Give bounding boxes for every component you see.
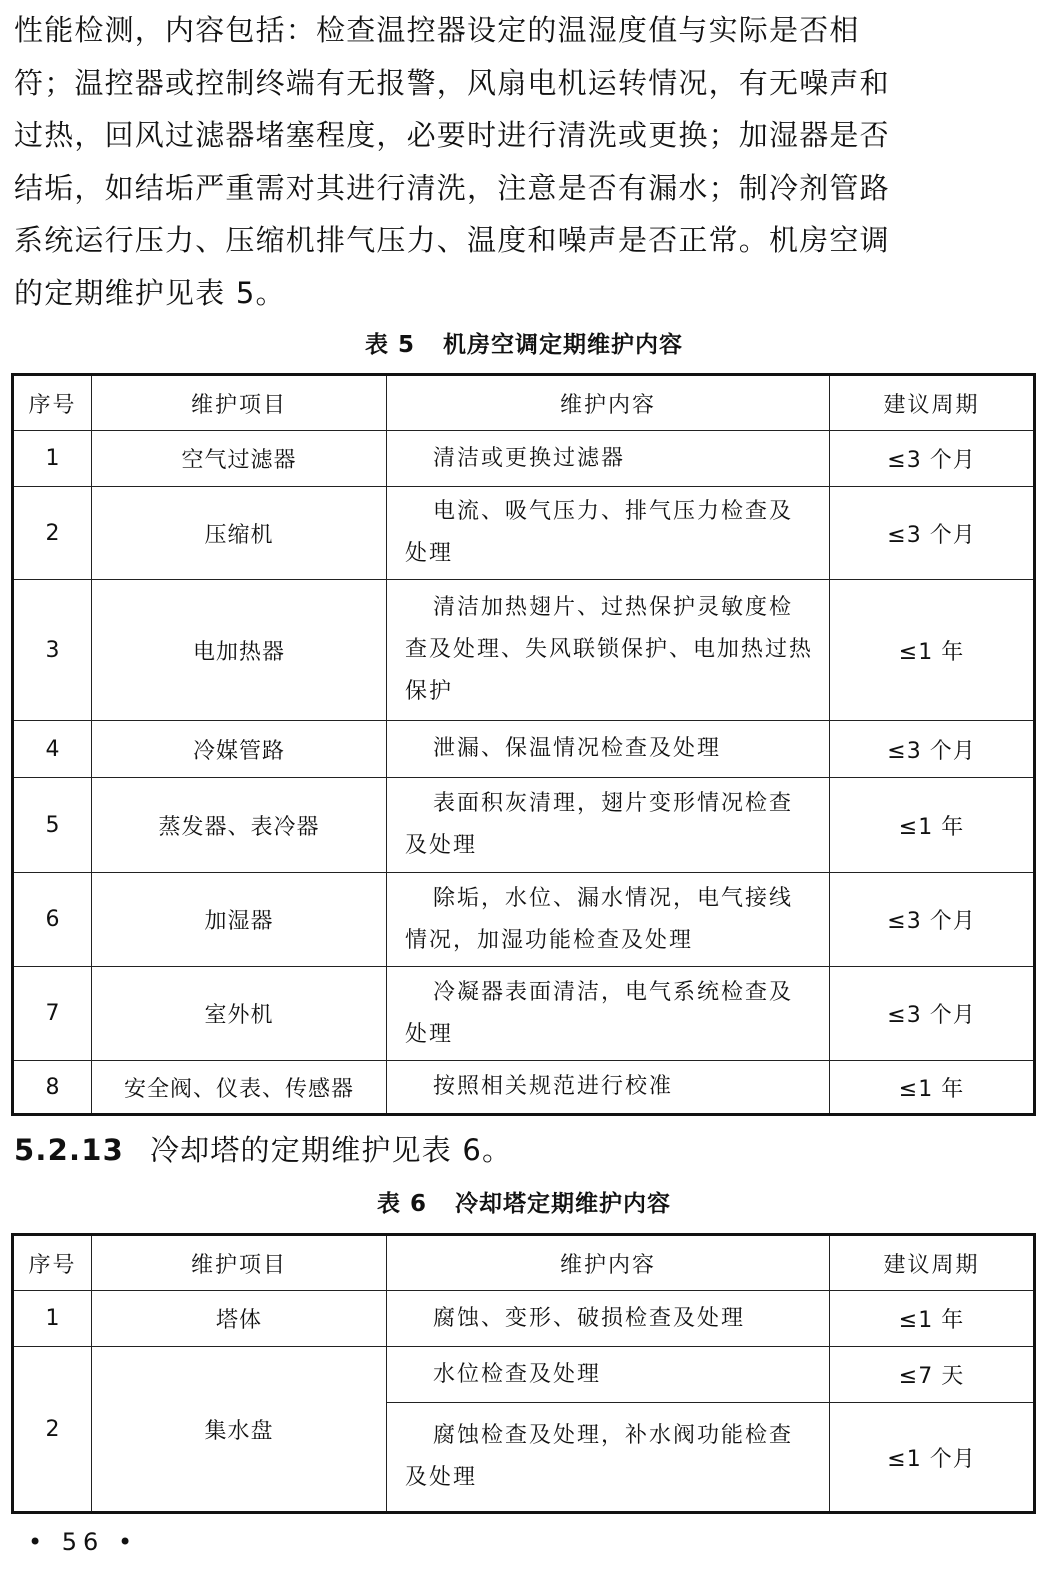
cell-no: 8 (13, 1061, 92, 1115)
cell-period: ≤3 个月 (830, 487, 1035, 580)
cell-item: 压缩机 (92, 487, 387, 580)
cell-content: 电流、吸气压力、排气压力检查及处理 (387, 487, 830, 580)
cell-period: ≤3 个月 (830, 873, 1035, 967)
table-row (13, 1061, 1035, 1115)
cell-item: 冷媒管路 (92, 721, 387, 778)
cell-no: 2 (13, 1347, 92, 1513)
cell-item: 室外机 (92, 967, 387, 1061)
table5-caption-number: 表 5 (364, 332, 415, 358)
section-text: 冷却塔的定期维护见表 6。 (149, 1133, 513, 1167)
intro-paragraph (14, 4, 1034, 319)
header-item: 维护项目 (92, 1235, 387, 1291)
cell-no: 5 (13, 778, 92, 873)
cell-item: 蒸发器、表冷器 (92, 778, 387, 873)
table-row (13, 873, 1035, 967)
table-row (13, 721, 1035, 778)
table-row (13, 580, 1035, 721)
table6-caption-title: 冷却塔定期维护内容 (455, 1191, 671, 1217)
table6 (11, 1233, 1036, 1514)
cell-content: 腐蚀、变形、破损检查及处理 (387, 1291, 830, 1347)
cell-period: ≤7 天 (830, 1347, 1035, 1403)
paragraph-line: 的定期维护见表 5。 (14, 275, 286, 310)
paragraph-line: 结垢，如结垢严重需对其进行清洗，注意是否有漏水；制冷剂管路 (14, 170, 890, 205)
cell-item: 塔体 (92, 1291, 387, 1347)
cell-no: 1 (13, 1291, 92, 1347)
cell-no: 3 (13, 580, 92, 721)
table-row (13, 778, 1035, 873)
header-no: 序号 (13, 1235, 92, 1291)
table-row (13, 967, 1035, 1061)
cell-no: 7 (13, 967, 92, 1061)
table-row (13, 431, 1035, 487)
cell-period: ≤3 个月 (830, 431, 1035, 487)
cell-content: 清洁加热翅片、过热保护灵敏度检查及处理、失风联锁保护、电加热过热保护 (387, 580, 830, 721)
header-content: 维护内容 (387, 375, 830, 431)
cell-period: ≤1 年 (830, 1291, 1035, 1347)
table-row (13, 1291, 1035, 1347)
section-heading (14, 1128, 512, 1169)
header-no: 序号 (13, 375, 92, 431)
cell-content: 腐蚀检查及处理，补水阀功能检查及处理 (387, 1403, 830, 1513)
cell-item: 空气过滤器 (92, 431, 387, 487)
table6-caption-number: 表 6 (376, 1191, 427, 1217)
cell-no: 6 (13, 873, 92, 967)
table-row (13, 1347, 1035, 1403)
cell-content: 冷凝器表面清洁，电气系统检查及处理 (387, 967, 830, 1061)
table6-caption (0, 1185, 1048, 1218)
cell-content: 泄漏、保温情况检查及处理 (387, 721, 830, 778)
cell-no: 1 (13, 431, 92, 487)
cell-content: 水位检查及处理 (387, 1347, 830, 1403)
cell-item: 电加热器 (92, 580, 387, 721)
cell-period: ≤3 个月 (830, 721, 1035, 778)
table-row (13, 487, 1035, 580)
cell-content: 按照相关规范进行校准 (387, 1061, 830, 1115)
cell-no: 2 (13, 487, 92, 580)
cell-period: ≤1 年 (830, 580, 1035, 721)
table5-header-row (13, 375, 1035, 431)
page-number: • 56 • (28, 1528, 139, 1556)
header-period: 建议周期 (830, 375, 1035, 431)
header-item: 维护项目 (92, 375, 387, 431)
paragraph-line: 性能检测，内容包括：检查温控器设定的温湿度值与实际是否相 (14, 13, 860, 47)
table6-header-row (13, 1235, 1035, 1291)
cell-content: 除垢，水位、漏水情况，电气接线情况，加湿功能检查及处理 (387, 873, 830, 967)
table5 (11, 373, 1036, 1116)
cell-no: 4 (13, 721, 92, 778)
header-content: 维护内容 (387, 1235, 830, 1291)
table5-caption-title: 机房空调定期维护内容 (443, 332, 683, 358)
cell-item: 安全阀、仪表、传感器 (92, 1061, 387, 1115)
header-period: 建议周期 (830, 1235, 1035, 1291)
cell-content: 清洁或更换过滤器 (387, 431, 830, 487)
cell-item: 集水盘 (92, 1347, 387, 1513)
section-number: 5.2.13 (14, 1133, 124, 1167)
table5-caption (0, 326, 1048, 359)
cell-period: ≤3 个月 (830, 967, 1035, 1061)
paragraph-line: 系统运行压力、压缩机排气压力、温度和噪声是否正常。机房空调 (14, 223, 890, 257)
paragraph-line: 符；温控器或控制终端有无报警，风扇电机运转情况，有无噪声和 (14, 65, 890, 100)
cell-content: 表面积灰清理，翅片变形情况检查及处理 (387, 778, 830, 873)
cell-period: ≤1 个月 (830, 1403, 1035, 1513)
cell-period: ≤1 年 (830, 778, 1035, 873)
cell-item: 加湿器 (92, 873, 387, 967)
cell-period: ≤1 年 (830, 1061, 1035, 1115)
paragraph-line: 过热，回风过滤器堵塞程度，必要时进行清洗或更换；加湿器是否 (14, 118, 890, 152)
